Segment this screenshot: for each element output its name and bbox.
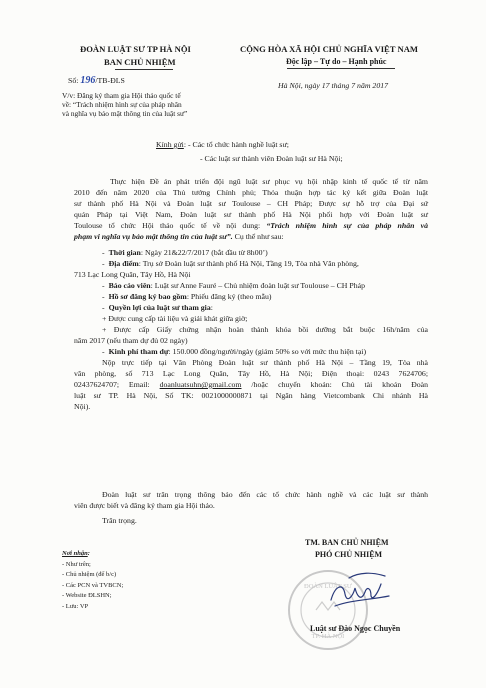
bullet: -: [102, 281, 105, 290]
detail-rights: [74, 302, 428, 313]
doc-number-suffix: /TB-ĐLS: [95, 76, 125, 85]
country-name: CỘNG HÒA XÃ HỘI CHỦ NGHĨA VIỆT NAM: [240, 44, 419, 54]
closing-paragraph: [74, 489, 428, 526]
bullet: -: [102, 259, 105, 268]
regards: Trân trọng.: [102, 516, 137, 525]
recipients-line-1: [156, 139, 289, 150]
seminar-title: “Trách nhiệm hình sự của pháp nhân và: [266, 221, 428, 230]
payment-line: Nội).: [74, 402, 91, 411]
detail-docs: [74, 291, 428, 302]
details-section: [74, 247, 428, 412]
doc-subject: [62, 91, 187, 118]
cc-item: - Chủ nhiệm (để b/c): [62, 571, 117, 578]
cc-item: - Website ĐLSHN;: [62, 592, 112, 599]
payment-line: [74, 379, 428, 390]
subject-line: về: “Trách nhiệm hình sự của pháp nhân: [62, 100, 182, 109]
detail-place: [74, 258, 428, 269]
bullet: -: [102, 303, 105, 312]
right-item: + Được cung cấp tài liệu và giải khát giữa giờ;: [102, 314, 248, 323]
cc-item: - Lưu: VP: [62, 602, 89, 610]
handwritten-signature-icon: [325, 566, 395, 616]
fee-value: : 150.000 đồng/người/ngày (giảm 50% so với mức thu hiện tại): [168, 347, 367, 356]
closing-line: Đoàn luật sư trân trọng thông báo đến các tổ chức hành nghề và các luật sư thành: [102, 490, 428, 499]
payment-line: văn phòng, số 713 Lạc Long Quân, Tây Hồ, Hà Nội; Điện thoại: 0243 7624706;: [74, 369, 428, 378]
payment-text: 02437624707; Email:: [74, 380, 150, 389]
recipient-1: : - Các tổ chức hành nghề luật sư;: [183, 140, 289, 149]
intro-text: Toulouse tổ chức Hội thảo quốc tế về nội dung:: [74, 221, 261, 230]
issuer-dept: BAN CHỦ NHIỆM: [104, 57, 176, 67]
bullet: -: [102, 292, 105, 301]
time-value: : Ngày 21&22/7/2017 (bắt đầu từ 8h00’): [140, 248, 268, 257]
intro-line: quán Pháp tại Việt Nam, Đoàn luật sư thành phố Hà Nội phối hợp với Đoàn luật sư: [74, 210, 428, 219]
intro-paragraph: [74, 176, 428, 242]
rights-suffix: :: [210, 303, 213, 312]
intro-line: [74, 220, 428, 231]
detail-speaker: [74, 280, 428, 291]
bullet: -: [102, 248, 105, 257]
payment-text: /hoặc chuyển khoản: Chủ tài khoản Đoàn: [251, 380, 429, 389]
cc-label: Nơi nhận:: [62, 550, 90, 557]
payment-line: luật sư TP. Hà Nội, Số TK: 0021000000871 tại Ngân hàng Vietcombank Chi nhánh Hà: [74, 391, 428, 400]
doc-number-prefix: Số:: [68, 76, 79, 85]
national-motto: Độc lập – Tự do – Hạnh phúc: [286, 57, 387, 66]
rights-label: Quyền lợi của luật sư tham gia: [108, 303, 211, 312]
email-link[interactable]: doanluatsuhn@gmail.com: [159, 380, 242, 389]
sign-role-1: TM. BAN CHỦ NHIỆM: [305, 538, 389, 547]
seal-text-bottom: TP. HÀ NỘI: [311, 633, 345, 640]
seminar-title: phạm vi nghĩa vụ bảo mật thông tin của luật sư”.: [74, 232, 233, 241]
motto-underline: [287, 68, 395, 69]
speaker-value: : Luật sư Anne Fauré – Chủ nhiệm đoàn luật sư Toulouse – CH Pháp: [150, 281, 365, 290]
bullet: -: [102, 347, 105, 356]
place-value: : Trụ sở Đoàn luật sư thành phố Hà Nội, Tầng 19, Tòa nhà Văn phòng,: [138, 259, 359, 268]
seal-text-top: ĐOÀN LUẬT SƯ: [304, 583, 352, 590]
issuer-underline: [115, 69, 173, 70]
sign-role-2: PHÓ CHỦ NHIỆM: [315, 550, 383, 559]
issue-date: Hà Nội, ngày 17 tháng 7 năm 2017: [278, 81, 389, 90]
payment-line: Nộp trực tiếp tại Văn Phòng Đoàn luật sư thành phố Hà Nội – Tầng 19, Tòa nhà: [102, 358, 428, 367]
intro-line: sư thành phố Hà Nội và Đoàn luật sư Toulouse – CH Pháp; Được sự hỗ trợ của Đại sứ: [74, 199, 428, 208]
right-item: + Được cấp Giấy chứng nhận hoàn thành khóa bồi dưỡng bắt buộc 16h/năm của: [102, 325, 428, 334]
intro-text: Cụ thể như sau:: [234, 232, 284, 241]
doc-number-handwritten: 196: [80, 75, 96, 86]
subject-line: và nghĩa vụ bảo mật thông tin của luật sư”: [62, 109, 188, 118]
cc-list: [62, 549, 123, 612]
time-label: Thời gian: [108, 248, 141, 257]
place-label: Địa điểm: [108, 259, 139, 268]
detail-fee: [74, 346, 428, 357]
detail-time: [74, 247, 428, 258]
right-item-cont: năm 2017 (nếu tham dự đủ 02 ngày): [74, 336, 188, 345]
issuer-org: ĐOÀN LUẬT SƯ TP HÀ NỘI: [80, 44, 191, 54]
recipient-2: - Các luật sư thành viên Đoàn luật sư Hà Nội;: [200, 154, 343, 163]
recipients-label: Kính gửi: [156, 140, 184, 149]
intro-line: 2010 đến năm 2020 của Thủ tướng Chính phủ; Thỏa thuận hợp tác ký kết giữa Đoàn luật: [74, 188, 428, 197]
closing-line: viên được biết và đăng ký tham gia Hội thảo.: [74, 501, 215, 510]
intro-line: [74, 231, 428, 242]
intro-line: Thực hiện Đề án phát triển đội ngũ luật sư phục vụ hội nhập kinh tế quốc tế từ năm: [110, 177, 428, 186]
cc-item: - Các PCN và TVBCN;: [62, 581, 124, 589]
subject-line: V/v: Đăng ký tham gia Hội thảo quốc tế: [62, 91, 181, 100]
doc-number: [68, 75, 125, 86]
docs-label: Hồ sơ đăng ký bao gồm: [108, 292, 187, 301]
place-value-cont: 713 Lạc Long Quân, Tây Hồ, Hà Nội: [74, 270, 191, 279]
fee-label: Kinh phí tham dự: [108, 347, 169, 356]
cc-label-text: Nơi nhận: [62, 550, 88, 557]
cc-item: - Như trên;: [62, 560, 91, 568]
speaker-label: Báo cáo viên: [108, 281, 151, 290]
signer-name: Luật sư Đào Ngọc Chuyền: [310, 624, 401, 633]
docs-value: : Phiếu đăng ký (theo mẫu): [186, 292, 272, 301]
